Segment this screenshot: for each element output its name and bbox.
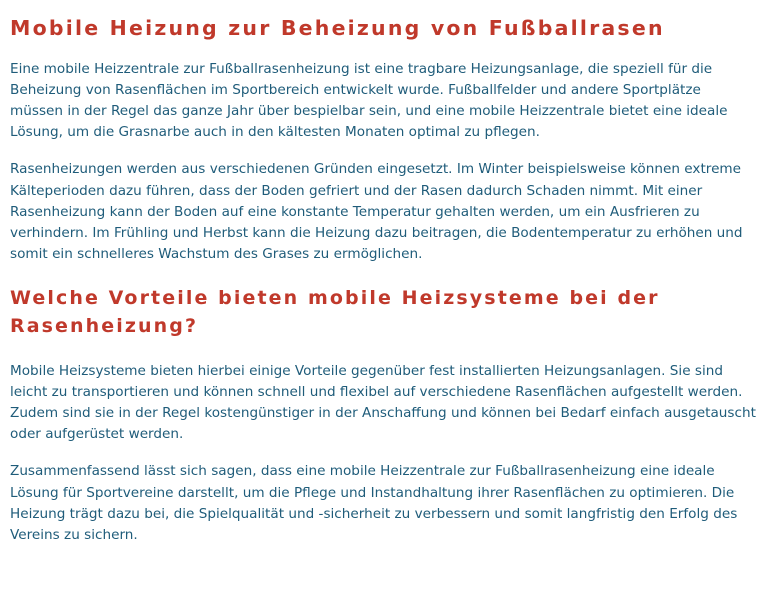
page-title: Mobile Heizung zur Beheizung von Fußballrasen — [10, 16, 665, 40]
section-paragraph-1: Mobile Heizsysteme bieten hierbei einige Vorteile gegenüber fest installierten Heizungsanlagen. Sie sind leicht zu transportieren und können schnell und flexibel auf verschiedene Rasenflächen aufgestellt werden. Zudem sind sie in der Regel kostengünstiger in der Anschaffung und können bei Bedarf einfach ausgetauscht oder aufgerüstet werden. — [10, 362, 756, 443]
intro-paragraph-1: Eine mobile Heizzentrale zur Fußballrasenheizung ist eine tragbare Heizungsanlage, die speziell für die Beheizung von Rasenflächen im Sportbereich entwickelt wurde. Fußballfelder und andere Sportplätze müssen in der Regel das ganze Jahr über bespielbar sein, und eine mobile Heizzentrale bietet eine ideale Lösung, um die Grasnarbe auch in den kältesten Monaten optimal zu pflegen. — [10, 60, 728, 141]
section-paragraph-2: Zusammenfassend lässt sich sagen, dass eine mobile Heizzentrale zur Fußballrasenheizung eine ideale Lösung für Sportvereine darstellt, um die Pflege und Instandhaltung ihrer Rasenflächen zu optimieren. Die Heizung trägt dazu bei, die Spielqualität und -sicherheit zu verbessern und somit langfristig den Erfolg des Vereins zu sichern. — [10, 463, 738, 543]
section-heading: Welche Vorteile bieten mobile Heizsysteme bei der Rasenheizung? — [10, 287, 660, 337]
intro-paragraph-2: Rasenheizungen werden aus verschiedenen Gründen eingesetzt. Im Winter beispielsweise können extreme Kälteperioden dazu führen, dass der Boden gefriert und der Rasen dadurch Schaden nimmt. Mit einer Rasenheizung kann der Boden auf eine konstante Temperatur gehalten werden, um ein Ausfrieren zu verhindern. Im Frühling und Herbst kann die Heizung dazu beitragen, die Bodentemperatur zu erhöhen und somit ein schnelleres Wachstum des Grases zu ermöglichen. — [10, 161, 743, 263]
